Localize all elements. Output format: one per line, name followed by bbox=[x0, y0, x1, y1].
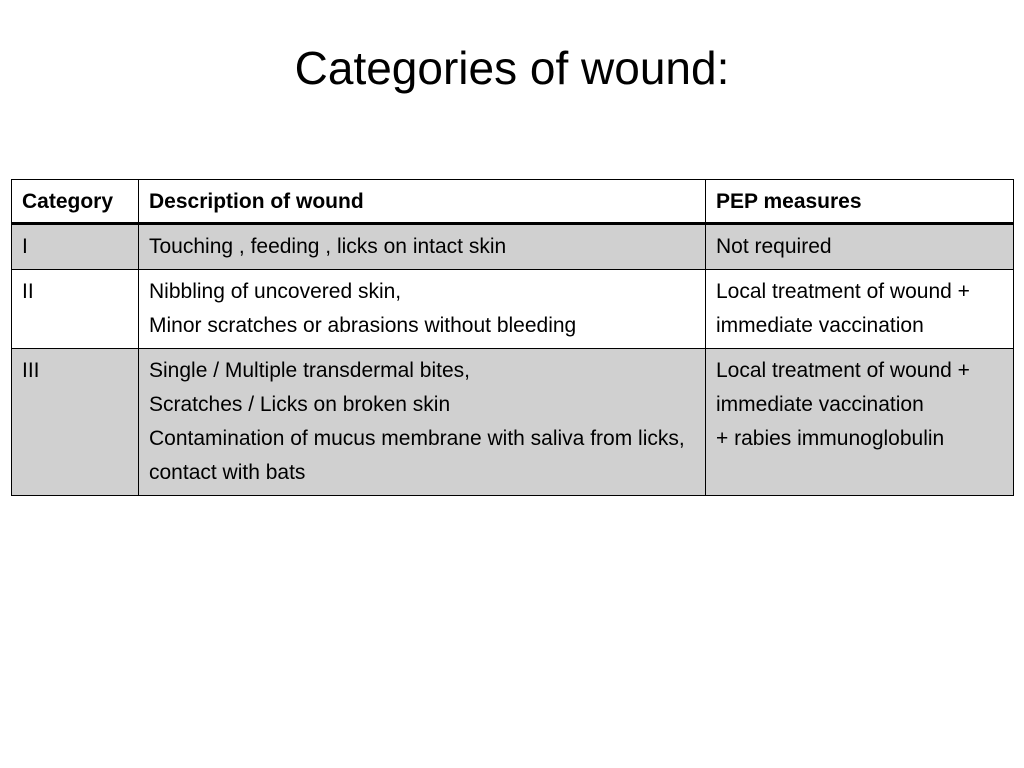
slide-title: Categories of wound: bbox=[294, 42, 730, 94]
header-category: Category bbox=[12, 180, 139, 224]
table-header-row bbox=[12, 180, 1014, 224]
cell-description bbox=[139, 270, 706, 349]
cell-pep-measures bbox=[706, 349, 1014, 496]
header-pep-measures: PEP measures bbox=[706, 180, 1014, 224]
cell-category: I bbox=[12, 224, 139, 270]
description-line: Nibbling of uncovered skin, bbox=[149, 280, 402, 303]
table-row-category-ii bbox=[12, 270, 1014, 349]
table-row-category-iii bbox=[12, 349, 1014, 496]
description-line: Touching , feeding , licks on intact skin bbox=[149, 235, 507, 258]
cell-description bbox=[139, 224, 706, 270]
pep-line: Not required bbox=[716, 235, 832, 258]
cell-pep-measures bbox=[706, 270, 1014, 349]
cell-pep-measures bbox=[706, 224, 1014, 270]
header-description: Description of wound bbox=[139, 180, 706, 224]
cell-category: II bbox=[12, 270, 139, 349]
pep-line: Local treatment of wound + immediate vaccination bbox=[716, 280, 970, 337]
cell-category: III bbox=[12, 349, 139, 496]
description-line: Scratches / Licks on broken skin bbox=[149, 393, 451, 416]
description-line: Single / Multiple transdermal bites, bbox=[149, 359, 470, 382]
table-row-category-i bbox=[12, 224, 1014, 270]
cell-description bbox=[139, 349, 706, 496]
description-line: Contamination of mucus membrane with saliva from licks, contact with bats bbox=[149, 427, 685, 484]
pep-line: Local treatment of wound + immediate vaccination bbox=[716, 359, 970, 416]
wound-categories-table bbox=[11, 179, 1014, 496]
description-line: Minor scratches or abrasions without bleeding bbox=[149, 314, 577, 337]
pep-line: + rabies immunoglobulin bbox=[716, 427, 945, 450]
